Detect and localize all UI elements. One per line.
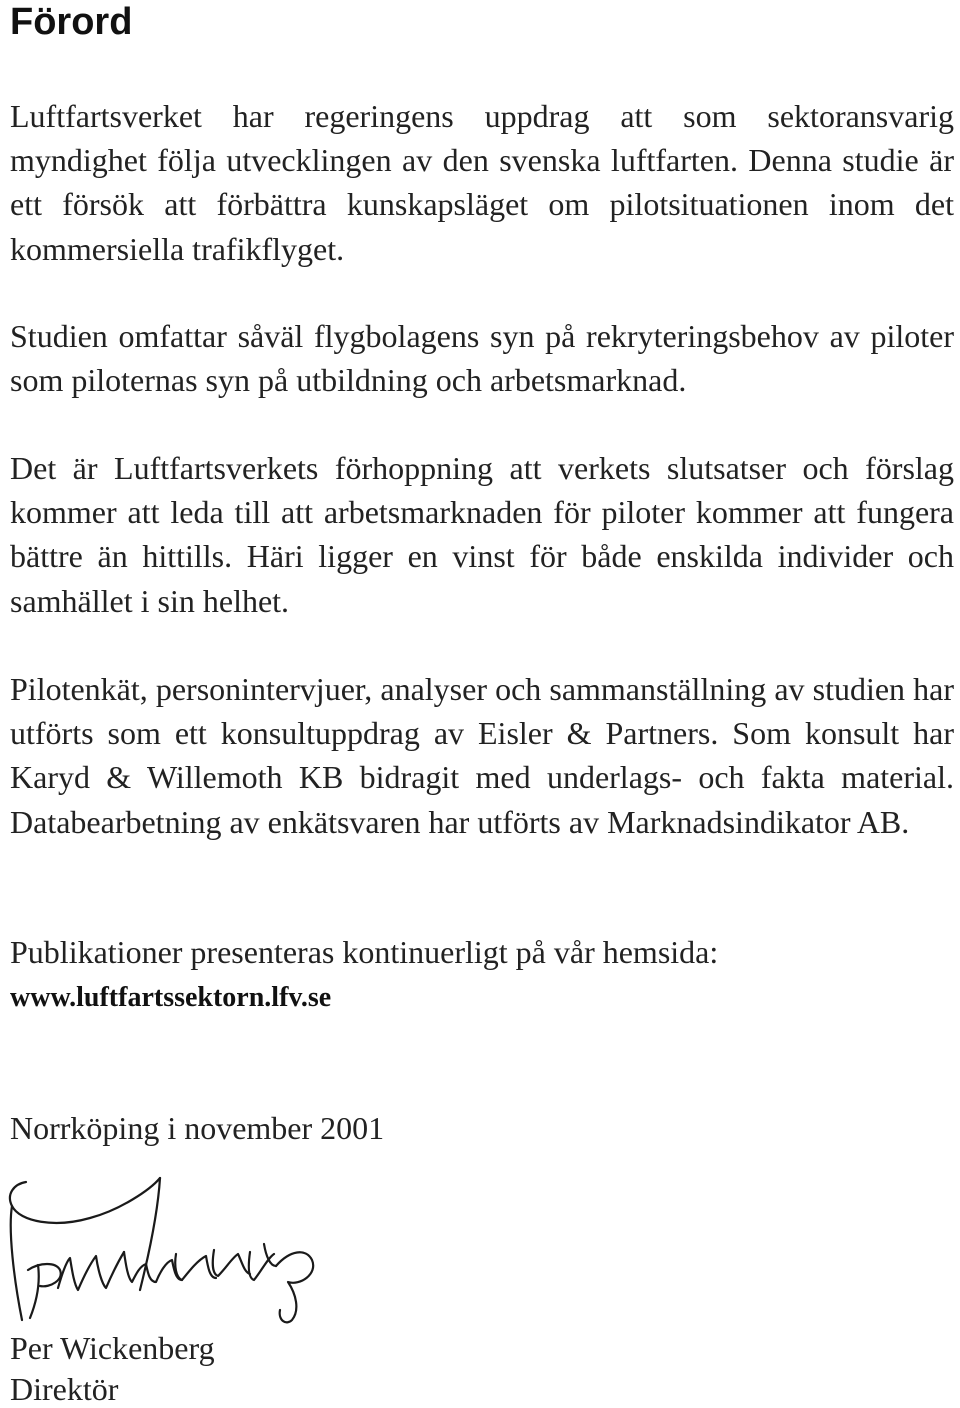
paragraph-publications: Publikationer presenteras kontinuerligt på vår hemsida:: [10, 934, 719, 970]
paragraph-hope: Det är Luftfartsverkets förhoppning att verkets slutsatser och förslag kommer att leda till att arbetsmarknaden för piloter kommer att fungera bättre än hittills. Häri ligger en vinst för både enskilda individer och samhället i sin helhet.: [10, 450, 954, 619]
handwritten-signature: [0, 1170, 340, 1340]
paragraph-scope: Studien omfattar såväl flygbolagens syn på rekryteringsbehov av piloter som piloternas syn på utbildning och arbetsmarknad.: [10, 318, 954, 399]
paragraph-intro: Luftfartsverket har regeringens uppdrag att som sektoransvarig myndighet följa utvecklingen av den svenska luftfarten. Denna studie är ett försök att förbättra kunskapsläget om pilotsituationen inom det kommersiella trafikflyget.: [10, 98, 954, 267]
signer-name: Per Wickenberg: [10, 1330, 215, 1366]
place-and-date: Norrköping i november 2001: [10, 1110, 385, 1146]
paragraph-credits: Pilotenkät, personintervjuer, analyser och sammanställning av studien har utförts som ett konsultuppdrag av Eisler & Partners. Som konsult har Karyd & Willemoth KB bidragit med underlags- och fakta material. Databearbetning av enkätsvaren har utförts av Marknadsindikator AB.: [10, 671, 954, 840]
website-link[interactable]: www.luftfartssektorn.lfv.se: [10, 982, 332, 1013]
page-title: Förord: [10, 1, 133, 43]
signer-title: Direktör: [10, 1371, 119, 1407]
